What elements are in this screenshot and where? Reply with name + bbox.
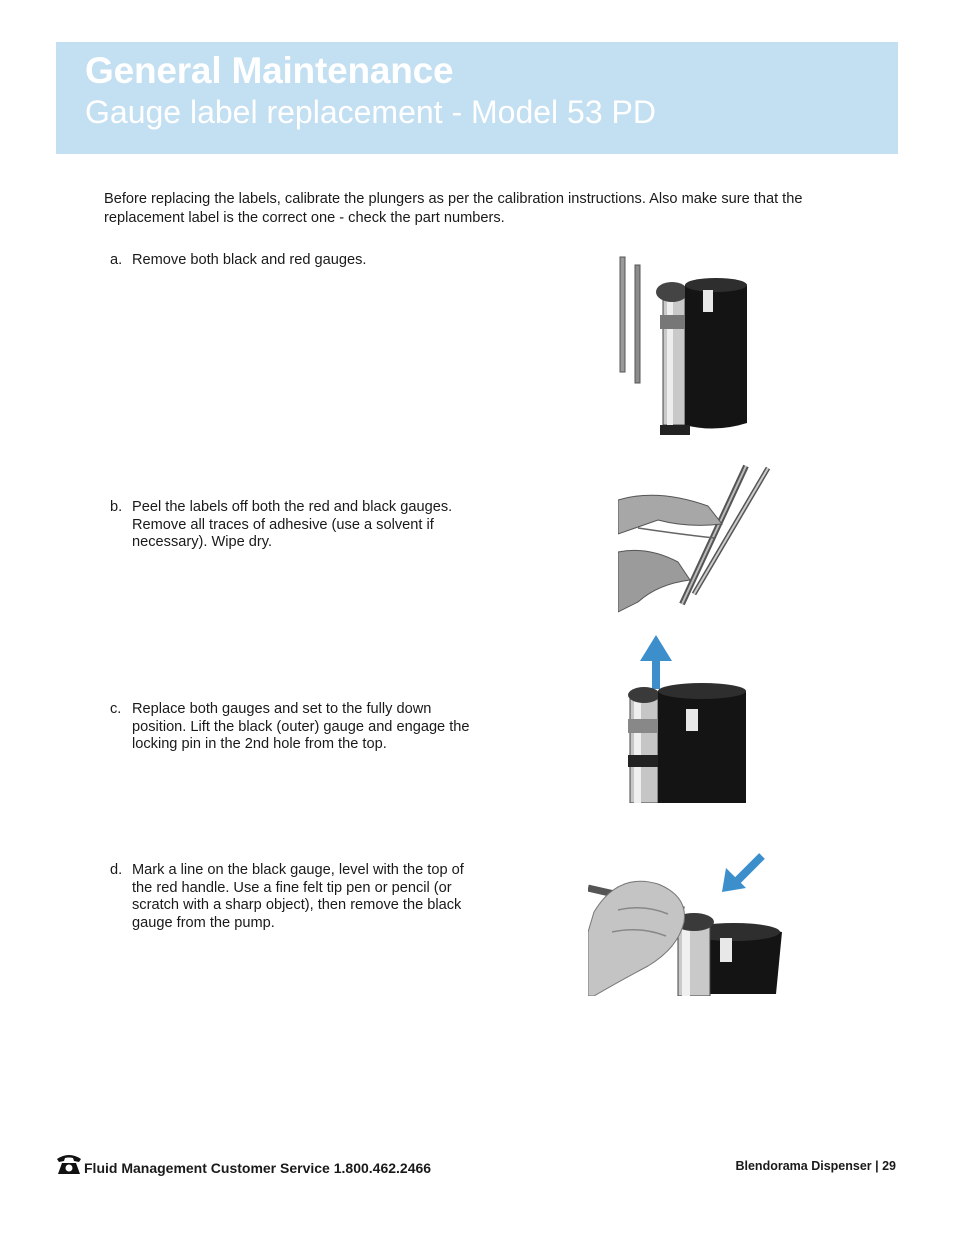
- step-letter: d.: [110, 862, 123, 878]
- footer-page-info: Blendorama Dispenser | 29: [735, 1159, 896, 1173]
- footer-left-text: Fluid Management Customer Service 1.800.462.2466: [84, 1160, 432, 1176]
- step-letter: c.: [110, 701, 122, 717]
- step-text: Replace both gauges and set to the fully down position. Lift the black (outer) gauge and engage the locking pin in the 2nd hole from the top.: [132, 701, 470, 752]
- pump-gauges-removed-image: [615, 255, 755, 440]
- phone-icon: [56, 1152, 82, 1176]
- step-d: [110, 862, 480, 932]
- step-b: [110, 499, 480, 552]
- step-a: [110, 252, 480, 270]
- step-c: [110, 701, 480, 754]
- header-banner: [56, 42, 898, 154]
- down-left-arrow-icon: [722, 856, 762, 892]
- intro-paragraph: Before replacing the labels, calibrate the plungers as per the calibration instructions. Also make sure that the replacement label is the correct one - check the part numbers.: [104, 191, 803, 226]
- page-title: General Maintenance: [85, 50, 454, 91]
- step-text: Peel the labels off both the red and black gauges. Remove all traces of adhesive (use a solvent if necessary). Wipe dry.: [132, 499, 453, 550]
- step-text: Mark a line on the black gauge, level with the top of the red handle. Use a fine felt tip pen or pencil (or scratch with a sharp object), then remove the black gauge from the pump.: [132, 862, 464, 931]
- step-letter: a.: [110, 252, 123, 268]
- step-text: Remove both black and red gauges.: [132, 252, 367, 268]
- mark-gauge-image: [588, 852, 784, 996]
- gauges-replaced-image: [620, 635, 750, 803]
- footer-customer-service: [56, 1152, 431, 1176]
- step-letter: b.: [110, 499, 123, 515]
- peel-labels-image: [618, 462, 776, 614]
- up-arrow-icon: [640, 635, 672, 689]
- page-subtitle: Gauge label replacement - Model 53 PD: [85, 94, 656, 130]
